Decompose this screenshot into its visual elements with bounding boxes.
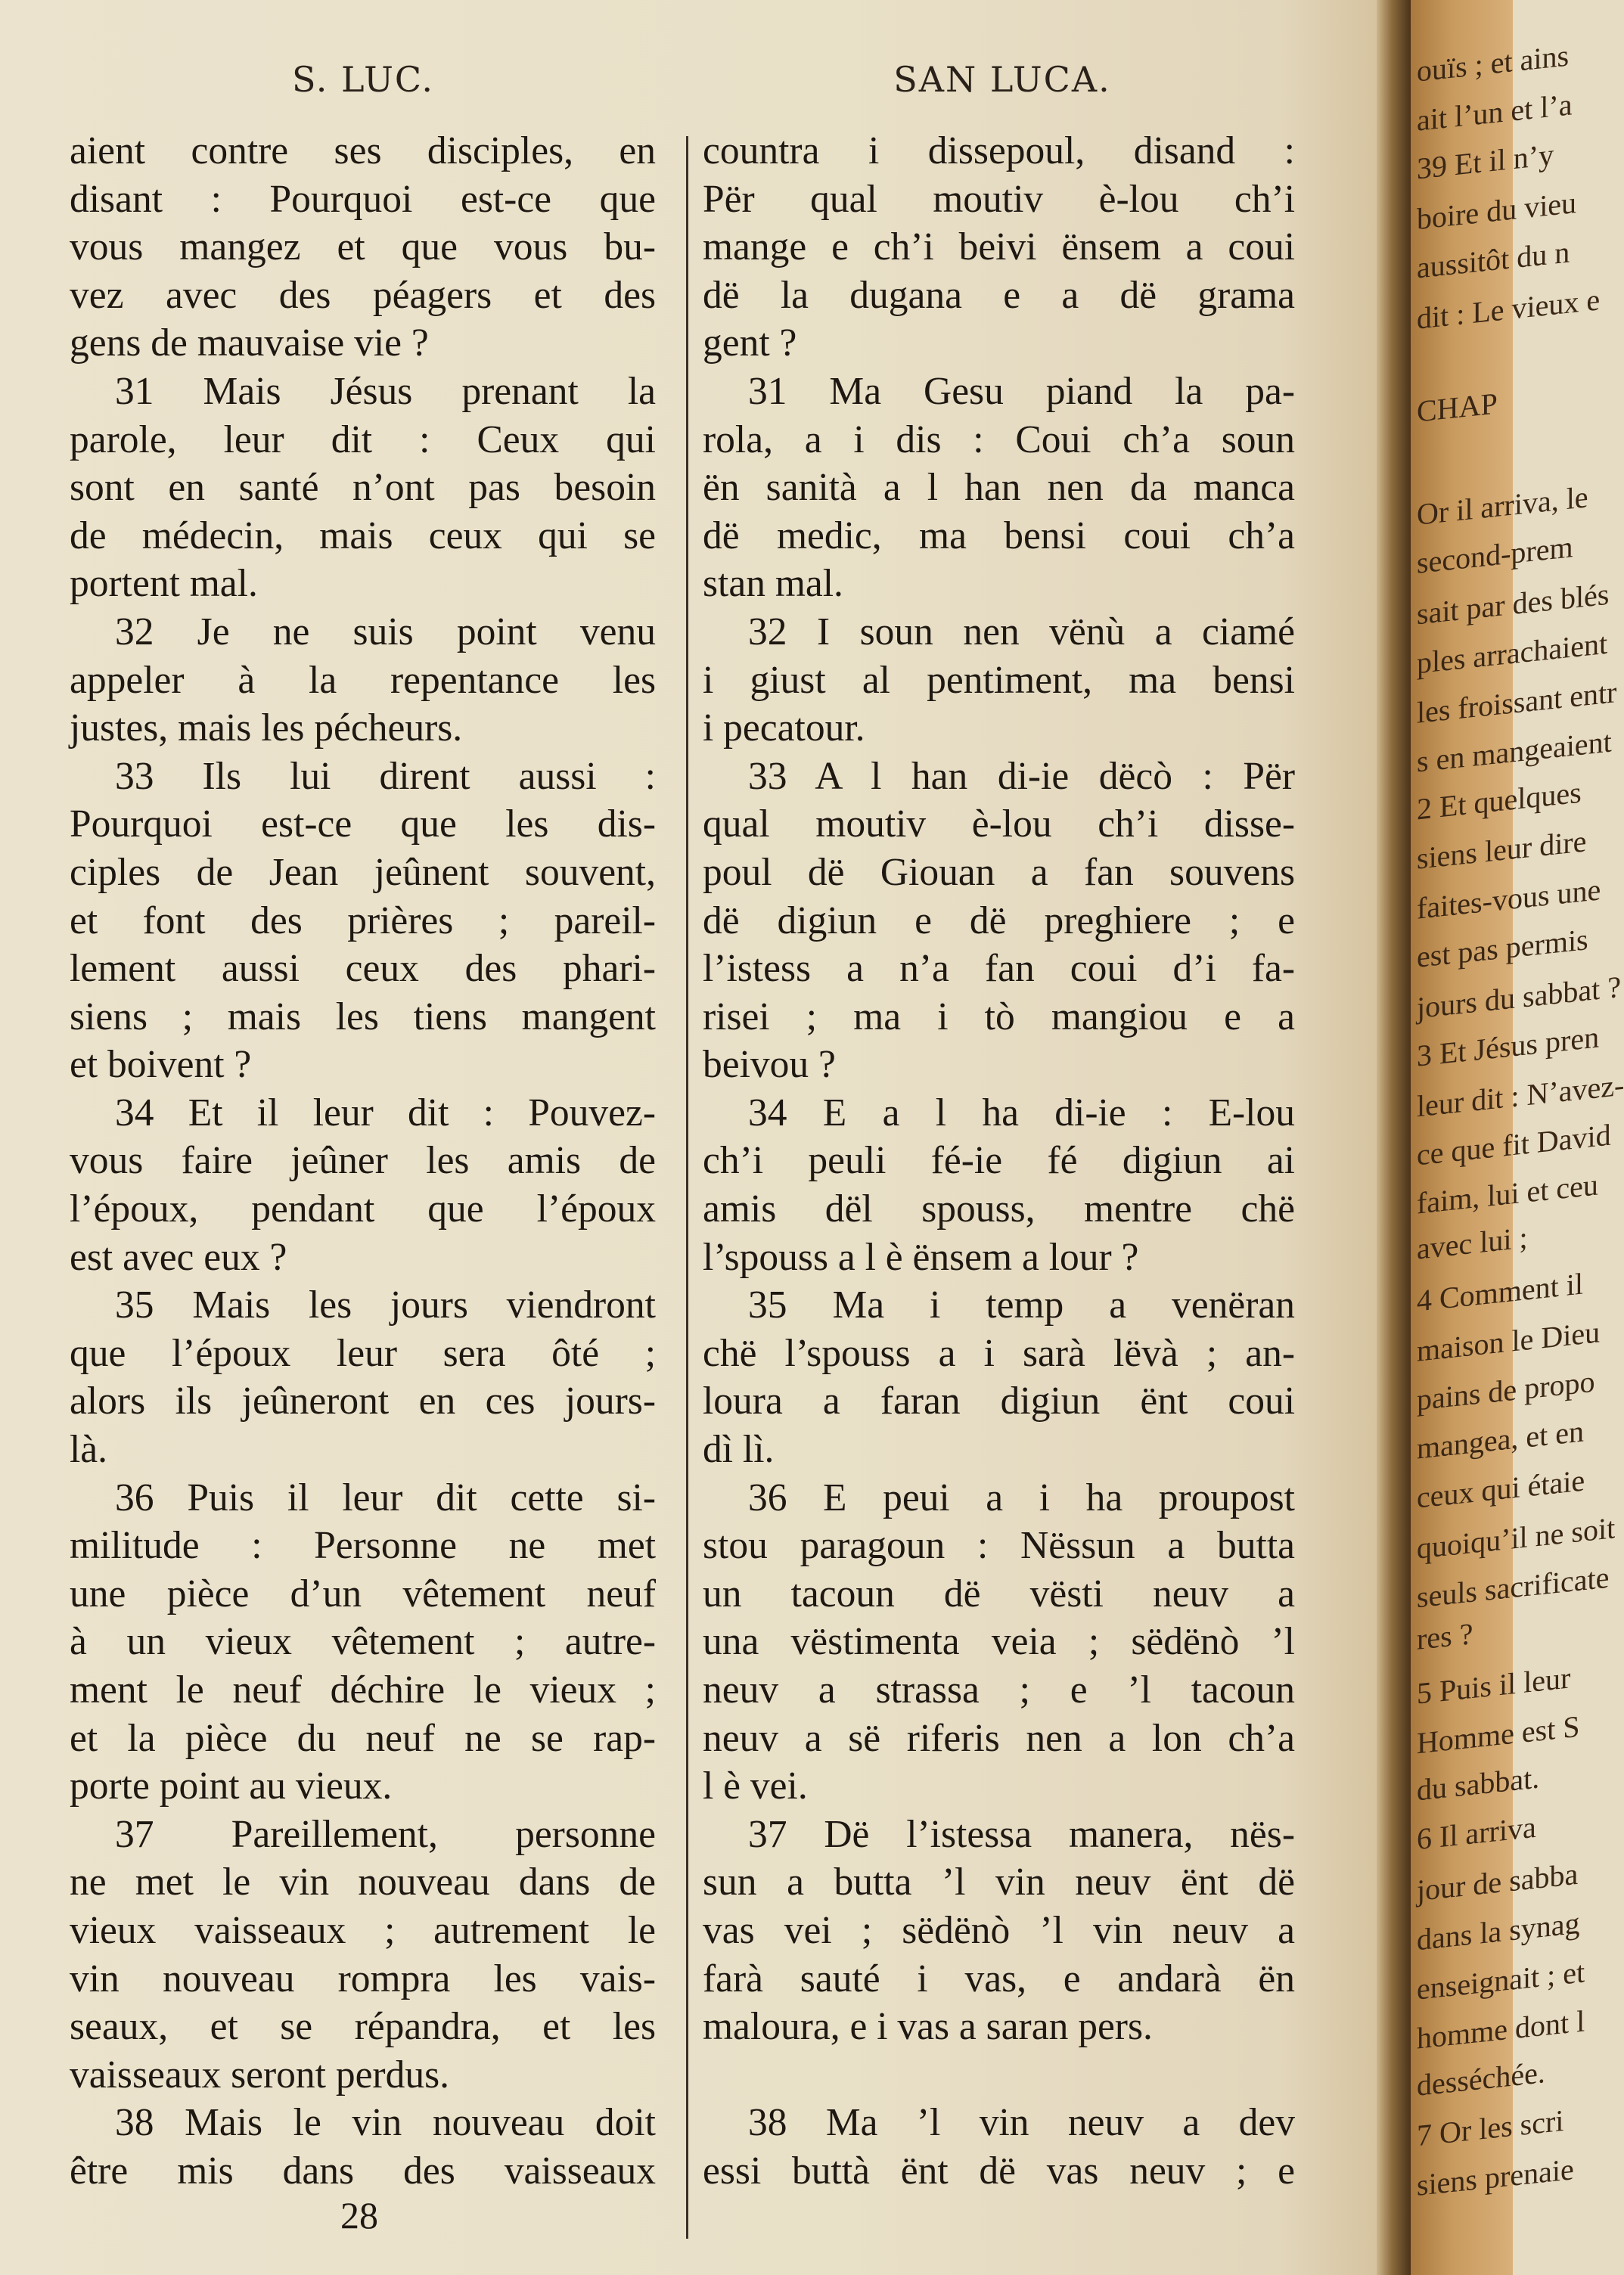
- facing-page-fragment: 2 Et quelques: [1417, 774, 1582, 827]
- facing-page-fragment: sait par des blés: [1417, 576, 1610, 632]
- piedmontese-line: 37 Dë l’istessa manera, nës-: [748, 1812, 1295, 1856]
- french-line: là.: [70, 1428, 108, 1472]
- french-line: seaux, et se répandra, et les: [70, 2005, 656, 2049]
- piedmontese-line: un tacoun dë vësti neuv a: [703, 1572, 1295, 1615]
- piedmontese-line: 31 Ma Gesu piand la pa-: [748, 369, 1295, 413]
- facing-page-fragment: 7 Or les scri: [1417, 2103, 1564, 2153]
- french-line: siens ; mais les tiens mangent: [70, 995, 656, 1038]
- piedmontese-line: ch’i peuli fé-ie fé digiun ai: [703, 1139, 1295, 1183]
- piedmontese-line: neuv a strassa ; e ’l tacoun: [703, 1668, 1295, 1712]
- french-line: aient contre ses disciples, en: [70, 129, 656, 172]
- facing-page-fragment: ples arrachaient: [1417, 625, 1608, 681]
- french-line: lement aussi ceux des phari-: [70, 947, 656, 991]
- facing-page-fragment: siens prenaie: [1417, 2152, 1574, 2202]
- piedmontese-line: mange e ch’i beivi ënsem a coui: [703, 225, 1295, 269]
- facing-page-fragment: jour de sabba: [1417, 1856, 1579, 1908]
- french-line: 35 Mais les jours viendront: [115, 1283, 656, 1327]
- piedmontese-line: 36 E peui a i ha proupost: [748, 1476, 1295, 1519]
- facing-page-fragment: seuls sacrificate: [1417, 1560, 1610, 1615]
- french-line: 32 Je ne suis point venu: [115, 610, 656, 653]
- french-line: 34 Et il leur dit : Pouvez-: [115, 1091, 656, 1134]
- french-line: gens de mauvaise vie ?: [70, 321, 429, 365]
- facing-page-fragment: res ?: [1417, 1616, 1473, 1656]
- french-line: l’époux, pendant que l’époux: [70, 1187, 656, 1231]
- piedmontese-line: i pecatour.: [703, 706, 865, 750]
- piedmontese-text-column: [703, 127, 1295, 2196]
- french-line: ne met le vin nouveau dans de: [70, 1861, 656, 1904]
- piedmontese-line: l è vei.: [703, 1764, 808, 1808]
- facing-page-fragment: dit : Le vieux e: [1417, 282, 1601, 336]
- french-line: appeler à la repentance les: [70, 658, 656, 702]
- facing-page-fragment: ceux qui étaie: [1417, 1463, 1585, 1515]
- piedmontese-line: poul dë Giouan a fan souvens: [703, 850, 1295, 894]
- right-column-header: SAN LUCA.: [893, 59, 1111, 100]
- piedmontese-line: stan mal.: [703, 562, 843, 606]
- facing-page-fragment: maison le Dieu: [1417, 1314, 1601, 1368]
- french-line: est avec eux ?: [70, 1235, 287, 1279]
- piedmontese-line: loura a faran digiun ënt coui: [703, 1380, 1295, 1423]
- french-line: vin nouveau rompra les vais-: [70, 1957, 656, 2000]
- piedmontese-line: farà sauté i vas, e andarà ën: [703, 1957, 1295, 2000]
- page-number: 28: [340, 2194, 378, 2236]
- piedmontese-line: countra i dissepoul, disand :: [703, 129, 1295, 172]
- facing-page-fragment: dans la synag: [1417, 1905, 1580, 1957]
- facing-page-fragment: 39 Et il n’y: [1417, 137, 1554, 186]
- facing-page-fragment: 4 Comment il: [1417, 1266, 1583, 1318]
- piedmontese-line: 38 Ma ’l vin neuv a dev: [748, 2101, 1295, 2145]
- facing-page-fragment: homme dont l: [1417, 2003, 1585, 2056]
- facing-page-fragment: Homme est S: [1417, 1709, 1580, 1761]
- french-line: vaisseaux seront perdus.: [70, 2053, 449, 2097]
- french-line: 33 Ils lui dirent aussi :: [115, 754, 656, 798]
- facing-page-fragment: 6 Il arriva: [1417, 1809, 1536, 1857]
- facing-page-edge: [1411, 0, 1624, 2275]
- piedmontese-line: 35 Ma i temp a venëran: [748, 1283, 1295, 1327]
- facing-page-fragment: boire du vieu: [1417, 185, 1577, 237]
- facing-page-fragment: 5 Puis il leur: [1417, 1660, 1571, 1711]
- facing-page-fragment: ce que fit David: [1417, 1117, 1611, 1172]
- facing-page-fragment: pains de propo: [1417, 1364, 1595, 1417]
- facing-page-fragment: faites-vous une: [1417, 872, 1601, 926]
- piedmontese-line: essi buttà ënt dë vas neuv ; e: [703, 2149, 1295, 2193]
- facing-page-fragment: jours du sabbat ?: [1417, 969, 1621, 1026]
- french-line: 36 Puis il leur dit cette si-: [115, 1476, 656, 1519]
- french-line: et boivent ?: [70, 1043, 252, 1087]
- facing-page-fragment: second-prem: [1417, 529, 1573, 580]
- piedmontese-line: Për qual moutiv è-lou ch’i: [703, 177, 1295, 221]
- french-line: 31 Mais Jésus prenant la: [115, 369, 656, 413]
- piedmontese-line: sun a butta ’l vin neuv ënt dë: [703, 1861, 1295, 1904]
- piedmontese-line: l’spouss a l è ënsem a lour ?: [703, 1235, 1139, 1279]
- french-line: 37 Pareillement, personne: [115, 1812, 656, 1856]
- facing-page-fragment: les froissant entr: [1417, 675, 1617, 730]
- facing-page-fragment: siens leur dire: [1417, 824, 1587, 876]
- piedmontese-line: rola, a i dis : Coui ch’a soun: [703, 417, 1295, 461]
- facing-page-fragment: ouïs ; et ains: [1417, 38, 1570, 88]
- book-spine: [1377, 0, 1411, 2275]
- french-line: 38 Mais le vin nouveau doit: [115, 2101, 656, 2145]
- facing-page-fragment: ait l’un et l’a: [1417, 87, 1573, 138]
- facing-page-fragment: faim, lui et ceu: [1417, 1167, 1598, 1221]
- facing-page-fragment: mangea, et en: [1417, 1414, 1584, 1466]
- piedmontese-line: dì lì.: [703, 1428, 775, 1472]
- french-line: que l’époux leur sera ôté ;: [70, 1331, 656, 1375]
- french-line: et la pièce du neuf ne se rap-: [70, 1716, 656, 1760]
- piedmontese-line: 33 A l han di-ie dëcò : Për: [748, 754, 1295, 798]
- piedmontese-line: maloura, e i vas a saran pers.: [703, 2005, 1153, 2049]
- french-line: vieux vaisseaux ; autrement le: [70, 1908, 656, 1952]
- french-line: alors ils jeûneront en ces jours-: [70, 1380, 656, 1423]
- french-text-column: [70, 127, 656, 2196]
- facing-page-fragment: aussitôt du n: [1417, 234, 1570, 285]
- verse-gap: [703, 2051, 1295, 2100]
- facing-page-fragment: enseignait ; et: [1417, 1954, 1585, 2007]
- piedmontese-line: i giust al pentiment, ma bensi: [703, 658, 1295, 702]
- french-line: ment le neuf déchire le vieux ;: [70, 1668, 656, 1712]
- piedmontese-line: 32 I soun nen vënù a ciamé: [748, 610, 1295, 653]
- facing-page-fragment: desséchée.: [1417, 2055, 1545, 2103]
- french-line: vez avec des péagers et des: [70, 273, 656, 317]
- french-line: justes, mais les pécheurs.: [70, 706, 463, 750]
- french-line: Pourquoi est-ce que les dis-: [70, 802, 656, 846]
- piedmontese-line: amis dël spouss, mentre chë: [703, 1187, 1295, 1231]
- french-line: militude : Personne ne met: [70, 1524, 656, 1568]
- piedmontese-line: chë l’spouss a i sarà lëvà ; an-: [703, 1331, 1295, 1375]
- piedmontese-line: dë la dugana e a dë grama: [703, 273, 1295, 317]
- french-line: être mis dans des vaisseaux: [70, 2149, 656, 2193]
- french-line: portent mal.: [70, 562, 258, 606]
- facing-page-fragment: du sabbat.: [1417, 1760, 1540, 1808]
- french-line: parole, leur dit : Ceux qui: [70, 417, 656, 461]
- piedmontese-line: vas vei ; sëdënò ’l vin neuv a: [703, 1908, 1295, 1952]
- piedmontese-line: 34 E a l ha di-ie : E-lou: [748, 1091, 1295, 1134]
- piedmontese-line: dë digiun e dë preghiere ; e: [703, 899, 1295, 942]
- french-line: disant : Pourquoi est-ce que: [70, 177, 656, 221]
- piedmontese-line: gent ?: [703, 321, 797, 365]
- french-line: ciples de Jean jeûnent souvent,: [70, 850, 656, 894]
- french-line: et font des prières ; pareil-: [70, 899, 656, 942]
- piedmontese-line: qual moutiv è-lou ch’i disse-: [703, 802, 1295, 846]
- facing-page-fragment: s en mangeaient: [1417, 724, 1612, 779]
- french-line: une pièce d’un vêtement neuf: [70, 1572, 656, 1615]
- facing-page-fragment: CHAP: [1417, 386, 1498, 429]
- french-line: de médecin, mais ceux qui se: [70, 514, 656, 557]
- french-line: porte point au vieux.: [70, 1764, 393, 1808]
- piedmontese-line: risei ; ma i tò mangiou e a: [703, 995, 1295, 1038]
- column-divider: [686, 136, 688, 2239]
- piedmontese-line: neuv a së riferis nen a lon ch’a: [703, 1716, 1295, 1760]
- facing-page-fragment: avec lui ;: [1417, 1220, 1528, 1266]
- facing-page-fragment: Or il arriva, le: [1417, 480, 1588, 532]
- facing-page-fragment: 3 Et Jésus pren: [1417, 1020, 1600, 1073]
- french-line: vous mangez et que vous bu-: [70, 225, 656, 269]
- facing-page-fragment: quoiqu’il ne soit: [1417, 1510, 1616, 1566]
- piedmontese-line: l’istess a n’a fan coui d’i fa-: [703, 947, 1295, 991]
- french-line: sont en santé n’ont pas besoin: [70, 466, 656, 510]
- piedmontese-line: beivou ?: [703, 1043, 836, 1087]
- facing-page-fragment: leur dit : N’avez-: [1417, 1067, 1624, 1124]
- french-line: à un vieux vêtement ; autre-: [70, 1620, 656, 1664]
- french-line: vous faire jeûner les amis de: [70, 1139, 656, 1183]
- left-column-header: S. LUC.: [291, 59, 435, 100]
- piedmontese-line: dë medic, ma bensi coui ch’a: [703, 514, 1295, 557]
- facing-page-fragment: est pas permis: [1417, 922, 1588, 974]
- piedmontese-line: una vëstimenta veia ; sëdënò ’l: [703, 1620, 1295, 1664]
- piedmontese-line: ën sanità a l han nen da manca: [703, 466, 1295, 510]
- piedmontese-line: stou paragoun : Nëssun a butta: [703, 1524, 1295, 1568]
